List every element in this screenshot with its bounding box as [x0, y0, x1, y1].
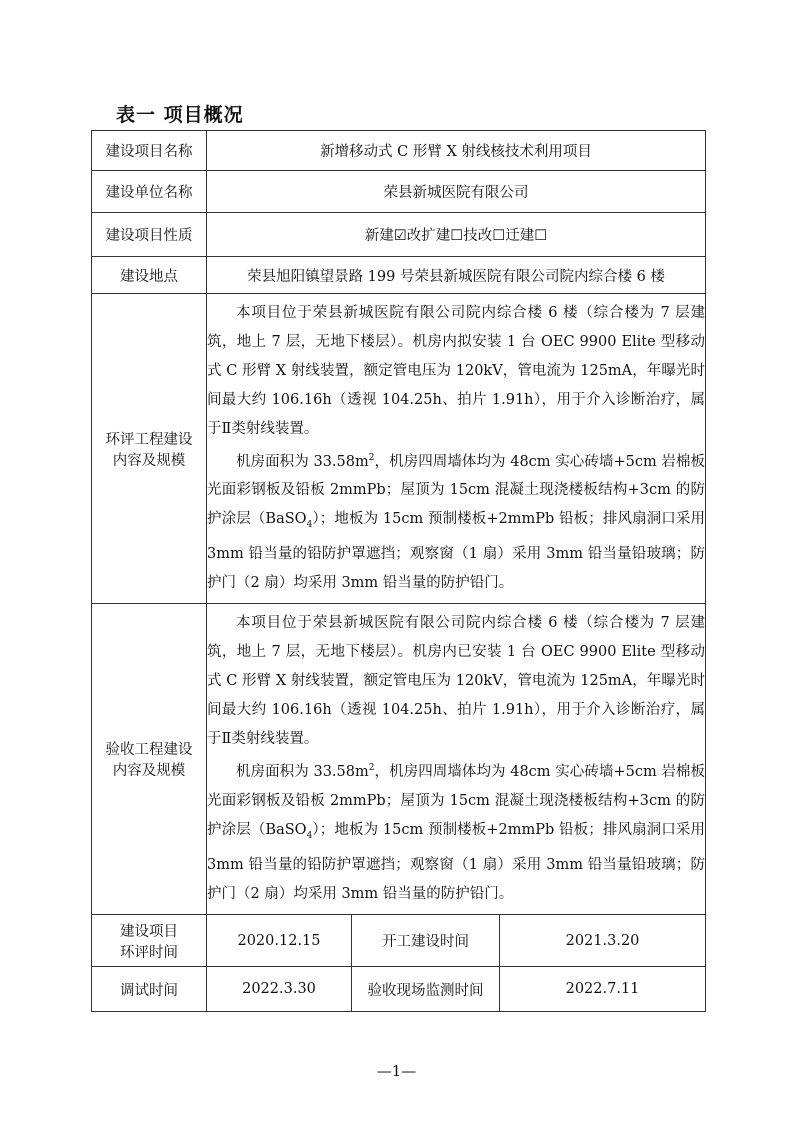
row-eia-scope: [92, 294, 706, 604]
acc-p2-sup: 2: [368, 763, 375, 774]
eia-scope-paragraph-2: [207, 444, 705, 599]
eia-p2-part-c: ）；地板为 15cm 预制楼板+2mmPb 铅板；排风扇洞口采用 3mm 铅当量的铅防护罩遮挡；观察窗（1 扇）采用 3mm 铅当量铅玻璃；防护门（2 扇）均采用 3mm 铅当量的防护铅门。: [207, 511, 705, 592]
eia-date-value: 2020.12.15: [207, 915, 352, 967]
acceptance-scope-label: [92, 604, 207, 915]
eia-scope-content: [207, 294, 706, 604]
row-location: [92, 257, 706, 294]
nature-label: 建设项目性质: [92, 213, 207, 257]
unit-name-value: 荣县新城医院有限公司: [207, 171, 706, 213]
project-name-label: 建设项目名称: [92, 131, 207, 171]
acceptance-scope-label-line1: 验收工程建设: [105, 742, 193, 758]
nature-value: 新建☑改扩建☐技改☐迁建☐: [207, 213, 706, 257]
row-dates-2: [92, 967, 706, 1012]
debug-time-label: 调试时间: [92, 967, 207, 1012]
debug-date-value: 2022.3.30: [207, 967, 352, 1012]
eia-p2-sub: 4: [306, 520, 313, 531]
project-overview-table: [91, 130, 706, 1012]
location-label: 建设地点: [92, 257, 207, 294]
unit-name-label: 建设单位名称: [92, 171, 207, 213]
eia-scope-label-line1: 环评工程建设: [105, 431, 193, 448]
section-heading: 表一 项目概况: [116, 104, 244, 126]
eia-scope-paragraph-1: 本项目位于荣县新城医院有限公司院内综合楼 6 楼（综合楼为 7 层建筑，地上 7 层，无地下楼层）。机房内拟安装 1 台 OEC 9900 Elite 型移动式 C 形臂 X 射线装置，额定管电压为 120kV，管电流为 125mA，年曝光时间最大约 106.16h（透视 104.25h、拍片 1.91h），用于介入诊断治疗，属于Ⅱ类射线装置。: [207, 304, 705, 437]
acceptance-scope-content: [207, 604, 706, 915]
eia-time-label-line2: 环评时间: [120, 944, 178, 961]
eia-p2-part-b: ，机房四周墙体均为 48cm 实心砖墙+5cm 岩棉板光面彩钢板及铅板 2mmPb；屋顶为 15cm 混凝土现浇楼板结构+3cm 的防护涂层（BaSO: [207, 453, 705, 528]
acc-p2-sub: 4: [306, 830, 313, 841]
location-value: 荣县旭阳镇望景路 199 号荣县新城医院有限公司院内综合楼 6 楼: [207, 257, 706, 294]
eia-scope-label-line2: 内容及规模: [112, 452, 186, 469]
eia-scope-label: [92, 294, 207, 604]
row-unit-name: [92, 171, 706, 213]
row-acceptance-scope: [92, 604, 706, 915]
project-name-value: 新增移动式 C 形臂 X 射线核技术利用项目: [207, 131, 706, 171]
eia-p2-part-a: 机房面积为 33.58m: [236, 453, 369, 470]
acc-p2-part-b: ，机房四周墙体均为 48cm 实心砖墙+5cm 岩棉板光面彩钢板及铅板 2mmPb；屋顶为 15cm 混凝土现浇楼板结构+3cm 的防护涂层（BaSO: [207, 763, 705, 838]
page-number: —1—: [376, 1062, 417, 1080]
acceptance-scope-paragraph-2: [207, 754, 705, 909]
start-time-label: 开工建设时间: [352, 915, 500, 967]
row-nature: [92, 213, 706, 257]
row-project-name: [92, 131, 706, 171]
acc-p2-part-c: ）；地板为 15cm 预制楼板+2mmPb 铅板；排风扇洞口采用 3mm 铅当量的铅防护罩遮挡；观察窗（1 扇）采用 3mm 铅当量铅玻璃；防护门（2 扇）均采用 3mm 铅当量的防护铅门。: [207, 821, 705, 902]
eia-p2-sup: 2: [368, 452, 375, 463]
acceptance-scope-paragraph-1: 本项目位于荣县新城医院有限公司院内综合楼 6 楼（综合楼为 7 层建筑，地上 7 层，无地下楼层）。机房内已安装 1 台 OEC 9900 Elite 型移动式 C 形臂 X 射线装置，额定管电压为 120kV，管电流为 125mA，年曝光时间最大约 106.16h（透视 104.25h、拍片 1.91h），用于介入诊断治疗，属于Ⅱ类射线装置。: [207, 615, 705, 748]
row-dates-1: [92, 915, 706, 967]
start-date-value: 2021.3.20: [500, 915, 706, 967]
eia-time-label-line1: 建设项目: [120, 923, 178, 940]
acceptance-scope-label-line2: 内容及规模: [112, 763, 186, 779]
acc-p2-part-a: 机房面积为 33.58m: [236, 763, 369, 780]
eia-time-label: [92, 915, 207, 967]
monitor-date-value: 2022.7.11: [500, 967, 706, 1012]
monitor-time-label: 验收现场监测时间: [352, 967, 500, 1012]
